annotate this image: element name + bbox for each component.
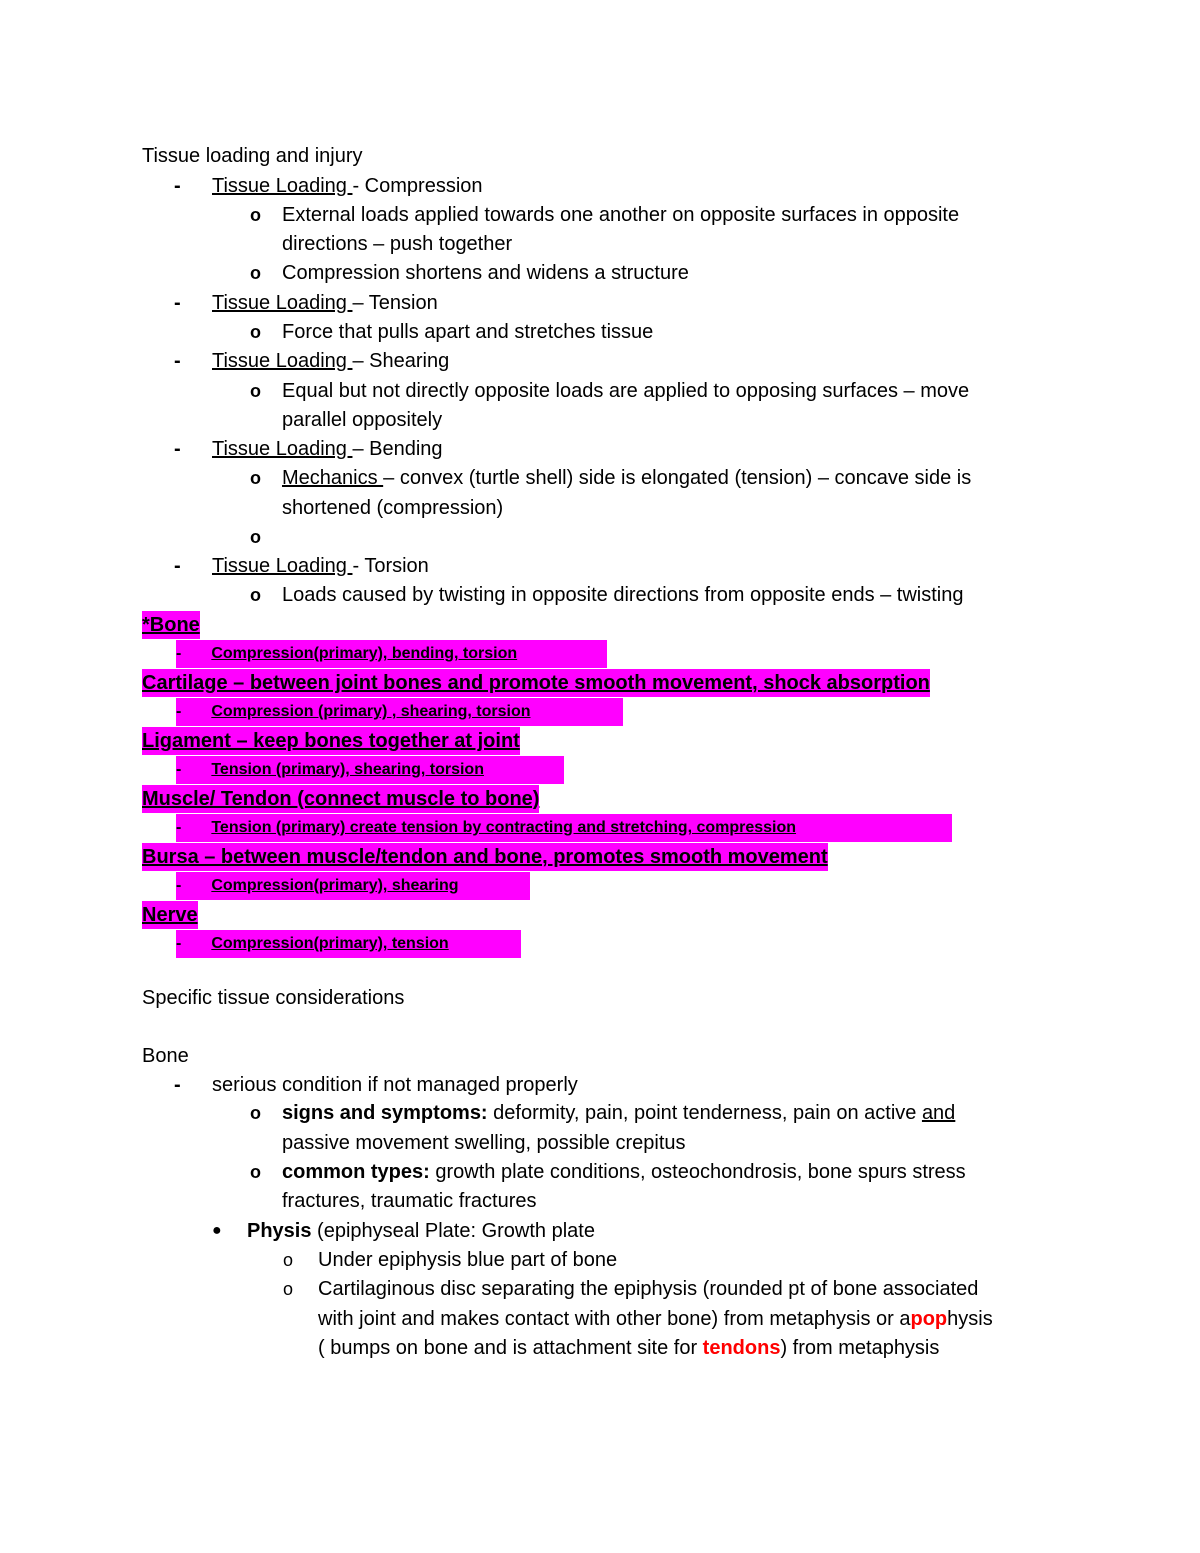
page-title: Tissue loading and injury	[142, 145, 363, 167]
circle-marker: o	[250, 527, 261, 547]
bullet-marker: ●	[212, 1222, 222, 1239]
compression-detail-1: External loads applied towards one another on opposite surfaces in opposite	[282, 204, 960, 226]
tissue-item: - Compression(primary), shearing	[176, 872, 530, 900]
circle-marker: o	[250, 322, 261, 342]
loading-compression	[0, 171, 483, 201]
circle-marker: o	[250, 205, 261, 225]
loading-head: Tissue Loading	[212, 555, 353, 577]
physis-under: Under epiphysis blue part of bone	[318, 1249, 618, 1271]
bone-signs: signs and symptoms: deformity, pain, point tenderness, pain on active and	[282, 1102, 956, 1124]
compression-detail-2: Compression shortens and widens a structure	[282, 262, 689, 284]
loading-type: – Shearing	[352, 350, 450, 372]
bone-heading: Bone	[142, 1045, 189, 1067]
compression-detail-1-cont: directions – push together	[282, 233, 513, 255]
physis-cartilaginous-cont: with joint and makes contact with other bone) from metaphysis or apophysis	[318, 1308, 993, 1330]
circle-marker: o	[250, 381, 261, 401]
shearing-detail-cont: parallel oppositely	[282, 409, 443, 431]
physis-cartilaginous: Cartilaginous disc separating the epiphysis (rounded pt of bone associated	[318, 1278, 979, 1300]
loading-torsion	[0, 551, 429, 581]
bone-types: common types: growth plate conditions, osteochondrosis, bone spurs stress	[282, 1161, 966, 1183]
loading-head: Tissue Loading	[212, 292, 353, 314]
bending-mechanics	[0, 463, 971, 493]
loading-head: Tissue Loading	[212, 350, 353, 372]
tissue-item: - Tension (primary), shearing, torsion	[176, 756, 564, 784]
tissue-heading: *Bone	[142, 611, 200, 639]
loading-type: - Compression	[352, 175, 483, 197]
tissue-heading: Nerve	[142, 901, 198, 929]
loading-head: Tissue Loading	[212, 438, 353, 460]
torsion-detail: Loads caused by twisting in opposite directions from opposite ends – twisting	[282, 584, 964, 606]
shearing-detail: Equal but not directly opposite loads are applied to opposing surfaces – move	[282, 380, 970, 402]
physis-cartilaginous-cont: ( bumps on bone and is attachment site for tendons) from metaphysis	[318, 1337, 940, 1359]
tissue-heading: Ligament – keep bones together at joint	[142, 727, 520, 755]
tissue-heading: Cartilage – between joint bones and promote smooth movement, shock absorption	[142, 669, 930, 697]
bone-signs-cont: passive movement swelling, possible crepitus	[282, 1132, 686, 1154]
bone-serious: serious condition if not managed properly	[212, 1074, 578, 1096]
tissue-item: - Compression(primary), bending, torsion	[176, 640, 607, 668]
loading-type: – Bending	[352, 438, 443, 460]
mechanics-text: – convex (turtle shell) side is elongated (tension) – concave side is	[383, 467, 972, 489]
tissue-heading: Bursa – between muscle/tendon and bone, promotes smooth movement	[142, 843, 828, 871]
tissue-heading: Muscle/ Tendon (connect muscle to bone)	[142, 785, 539, 813]
tissue-item: - Compression (primary) , shearing, torsion	[176, 698, 623, 726]
physis-item: Physis (epiphyseal Plate: Growth plate	[247, 1220, 595, 1242]
tissue-item: - Tension (primary) create tension by contracting and stretching, compression	[176, 814, 952, 842]
circle-marker: o	[250, 468, 261, 488]
dash-marker: -	[174, 438, 181, 460]
tissue-item: - Compression(primary), tension	[176, 930, 521, 958]
section-heading: Specific tissue considerations	[142, 987, 405, 1009]
tension-detail: Force that pulls apart and stretches tissue	[282, 321, 654, 343]
circle-marker: o	[250, 585, 261, 605]
loading-type: – Tension	[352, 292, 438, 314]
circle-marker: o	[250, 1103, 261, 1123]
mechanics-label: Mechanics	[282, 467, 384, 489]
dash-marker: -	[174, 350, 181, 372]
loading-shearing	[0, 346, 449, 376]
dash-marker: -	[174, 175, 181, 197]
loading-head: Tissue Loading	[212, 175, 353, 197]
dash-marker: -	[174, 292, 181, 314]
bone-types-cont: fractures, traumatic fractures	[282, 1190, 537, 1212]
dash-marker: -	[174, 1074, 181, 1096]
circle-marker: o	[250, 263, 261, 283]
loading-bending	[0, 434, 443, 464]
circle-marker: o	[250, 1162, 261, 1182]
circle-marker: o	[283, 1250, 294, 1270]
dash-marker: -	[174, 555, 181, 577]
bending-mechanics-cont: shortened (compression)	[282, 497, 504, 519]
circle-marker: o	[283, 1279, 294, 1299]
loading-type: - Torsion	[352, 555, 429, 577]
loading-tension	[0, 288, 438, 318]
